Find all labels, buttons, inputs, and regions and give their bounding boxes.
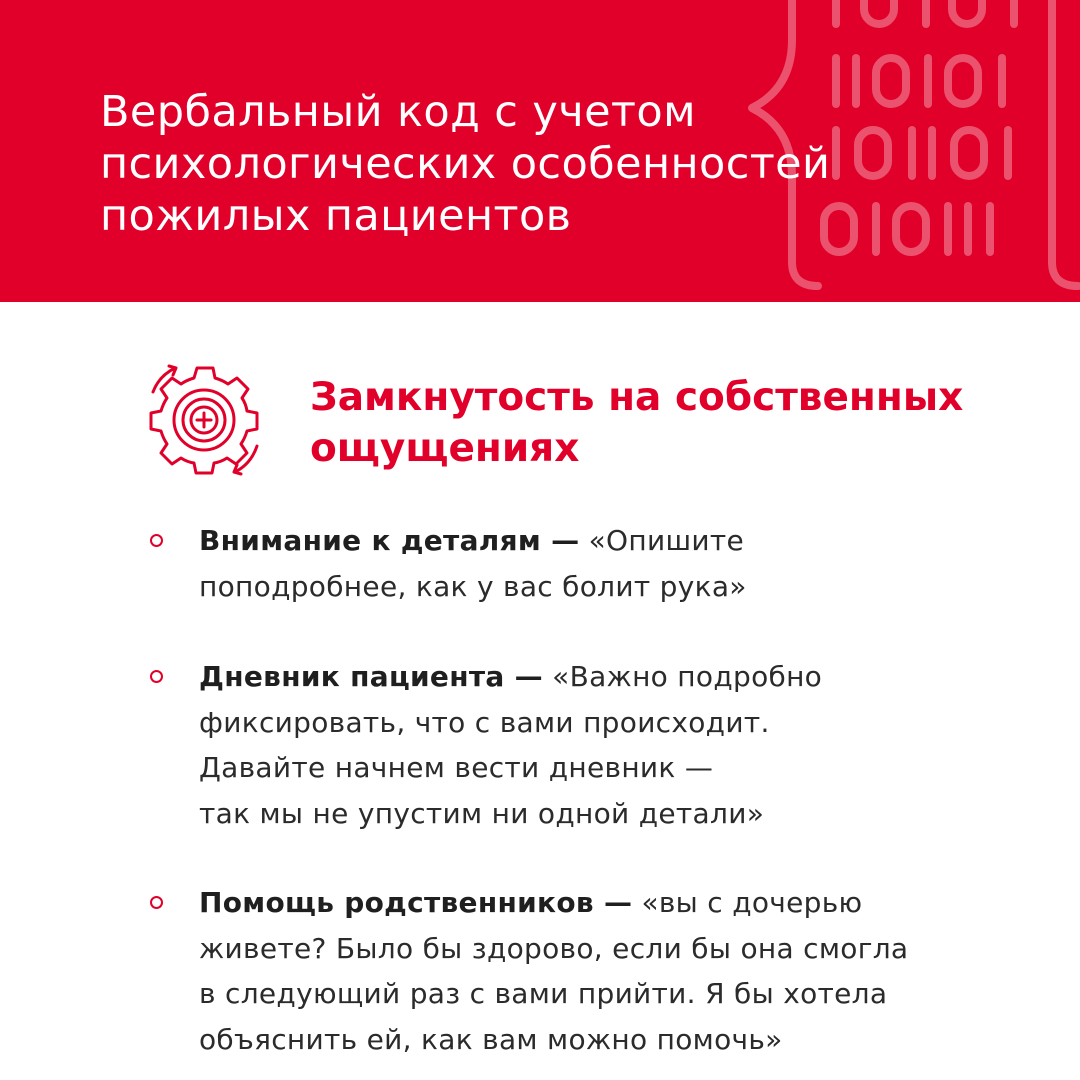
bullet-text <box>199 654 1019 836</box>
bullet-dot-icon <box>150 534 163 547</box>
section-title: Замкнутость на собственных ощущениях <box>310 375 964 471</box>
bullet-quote-line: в следующий раз с вами прийти. Я бы хотела <box>199 977 888 1010</box>
bullet-quote-line: «вы с дочерью <box>641 886 863 919</box>
bullet-term: Внимание к деталям — <box>199 524 580 557</box>
bullet-dot-icon <box>150 896 163 909</box>
bullet-dot-icon <box>150 670 163 683</box>
bullet-quote-line: «Опишите <box>588 524 745 557</box>
page-title: Вербальный код с учетом психологических особенностей пожилых пациентов <box>100 87 831 241</box>
bullet-text <box>199 880 1019 1062</box>
bullet-quote-line: Давайте начнем вести дневник — <box>199 751 714 784</box>
bullet-quote-line: фиксировать, что с вами происходит. <box>199 705 770 739</box>
bullet-quote-line: объяснить ей, как вам можно помочь» <box>199 1022 783 1056</box>
bullet-text <box>199 518 1019 609</box>
bullet-quote-line: так мы не упустим ни одной детали» <box>199 796 765 830</box>
bullet-quote-line: «Важно подробно <box>552 660 823 693</box>
bullet-term: Дневник пациента — <box>199 660 543 693</box>
bullet-quote-line: живете? Было бы здорово, если бы она смогла <box>199 931 909 965</box>
bullet-quote-line: поподробнее, как у вас болит рука» <box>199 569 747 603</box>
bullet-term: Помощь родственников — <box>199 886 633 919</box>
